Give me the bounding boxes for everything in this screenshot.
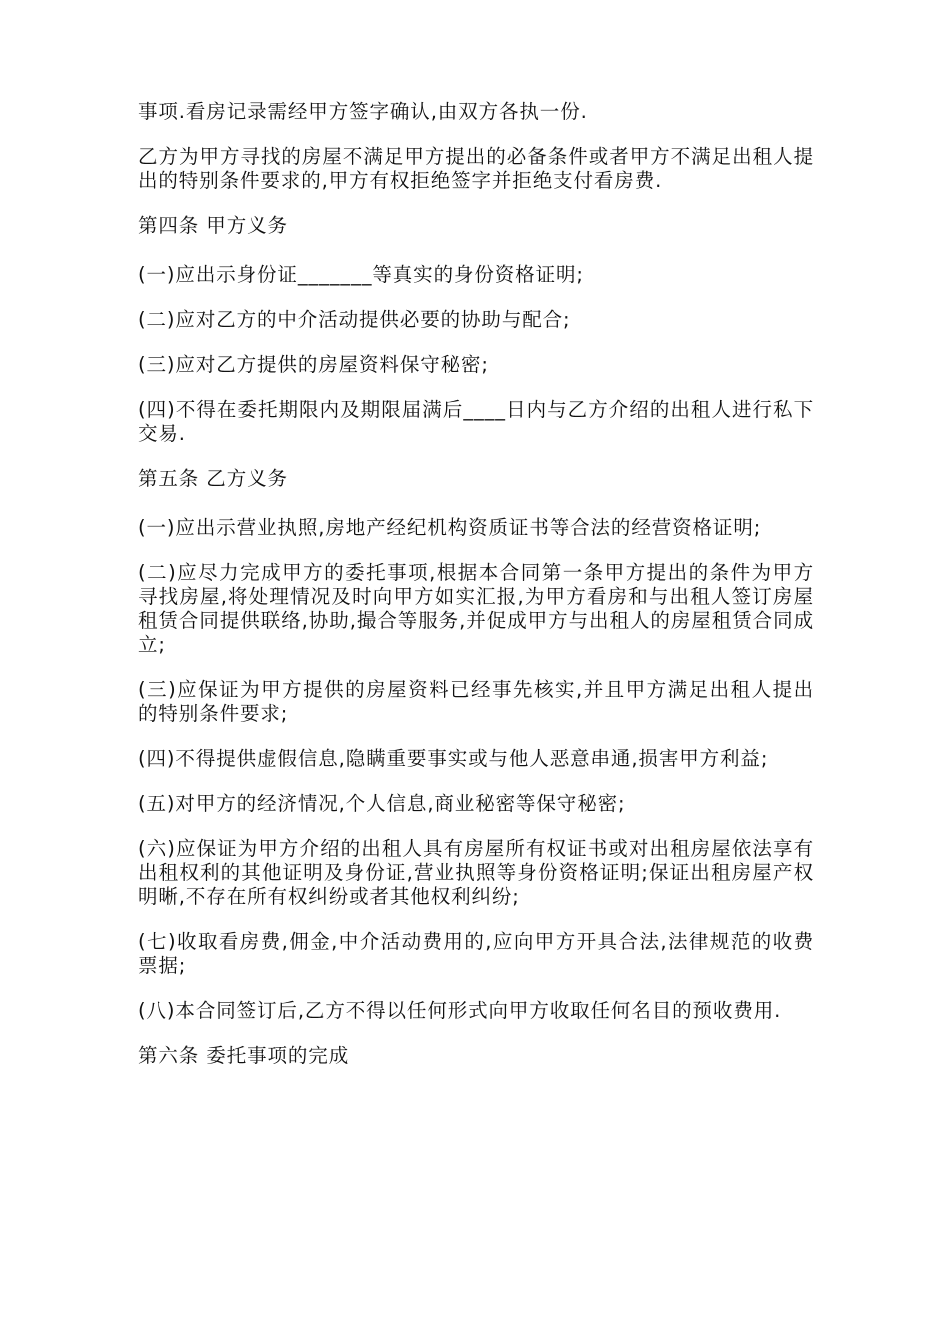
article-5-item-1: (一)应出示营业执照,房地产经纪机构资质证书等合法的经营资格证明; [138, 516, 762, 539]
paragraph-viewing-record: 事项.看房记录需经甲方签字确认,由双方各执一份. [138, 100, 588, 123]
article-5-heading: 第五条 乙方义务 [138, 467, 288, 490]
article-5-item-2: (二)应尽力完成甲方的委托事项,根据本合同第一条甲方提出的条件为甲方寻找房屋,将处理情况及时向甲方如实汇报,为甲方看房和与出租人签订房屋租赁合同提供联络,协助,撮合等服务,并促成甲方与出租人的房屋租赁合同成立; [138, 561, 814, 656]
article-5-item-5: (五)对甲方的经济情况,个人信息,商业秘密等保守秘密; [138, 792, 626, 815]
article-6-heading: 第六条 委托事项的完成 [138, 1044, 350, 1067]
article-5-item-4: (四)不得提供虚假信息,隐瞒重要事实或与他人恶意串通,损害甲方利益; [138, 747, 769, 770]
article-5-item-3: (三)应保证为甲方提供的房屋资料已经事先核实,并且甲方满足出租人提出的特别条件要求; [138, 678, 814, 725]
article-5-item-6: (六)应保证为甲方介绍的出租人具有房屋所有权证书或对出租房屋依法享有出租权利的其他证明及身份证,营业执照等身份资格证明;保证出租房屋产权明晰,不存在所有权纠纷或者其他权利纠纷; [138, 837, 814, 908]
paragraph-refuse-sign: 乙方为甲方寻找的房屋不满足甲方提出的必备条件或者甲方不满足出租人提出的特别条件要求的,甲方有权拒绝签字并拒绝支付看房费. [138, 145, 814, 192]
article-4-heading: 第四条 甲方义务 [138, 214, 288, 237]
article-4-item-3: (三)应对乙方提供的房屋资料保守秘密; [138, 353, 489, 376]
article-4-item-4: (四)不得在委托期限内及期限届满后____日内与乙方介绍的出租人进行私下交易. [138, 398, 814, 445]
article-4-item-2: (二)应对乙方的中介活动提供必要的协助与配合; [138, 308, 571, 331]
document-page [138, 100, 814, 1093]
article-4-item-1: (一)应出示身份证_______等真实的身份资格证明; [138, 263, 584, 286]
article-5-item-8: (八)本合同签订后,乙方不得以任何形式向甲方收取任何名目的预收费用. [138, 999, 782, 1022]
article-5-item-7: (七)收取看房费,佣金,中介活动费用的,应向甲方开具合法,法律规范的收费票据; [138, 930, 814, 977]
